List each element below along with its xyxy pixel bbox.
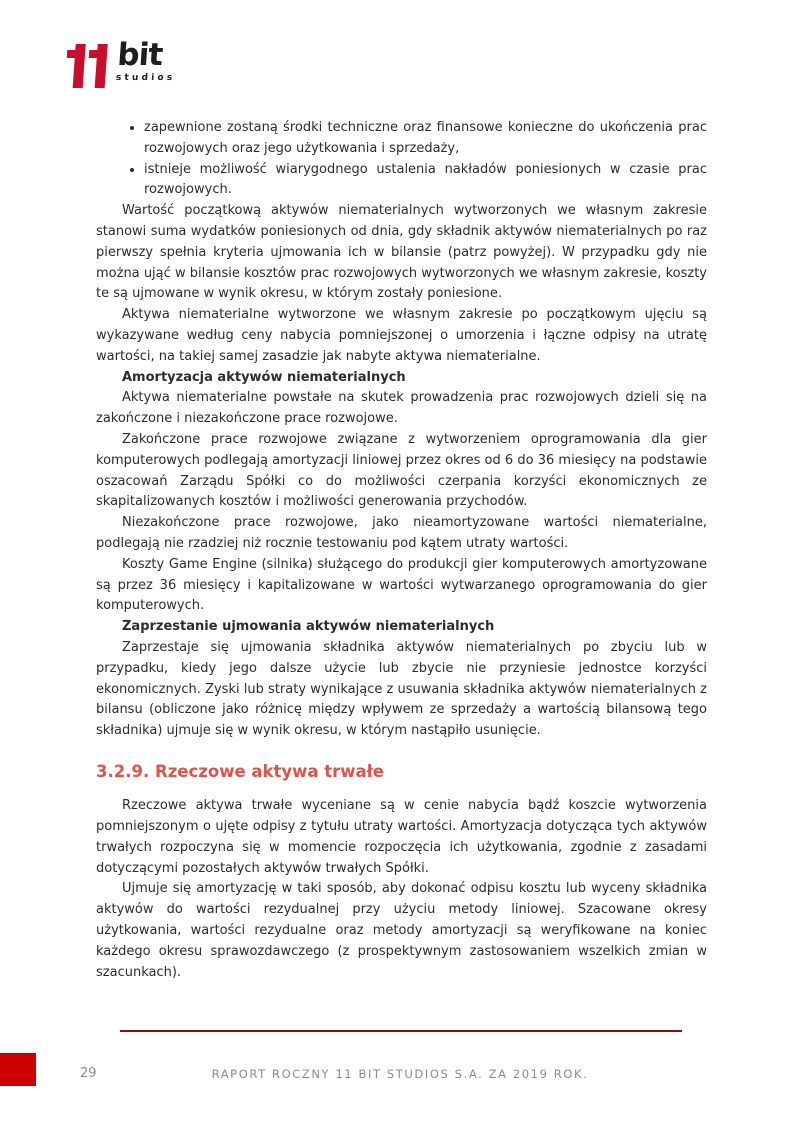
bullet-list: [96, 118, 707, 201]
subsection-heading-zaprzestanie: Zaprzestanie ujmowania aktywów niematerialnych: [122, 619, 495, 635]
footer-divider: [120, 1030, 682, 1032]
document-body: [96, 118, 707, 983]
paragraph: Niezakończone prace rozwojowe, jako nieamortyzowane wartości niematerialne, podlegają nie rzadziej niż rocznie testowaniu pod kątem utraty wartości.: [96, 515, 707, 551]
paragraph: Wartość początkową aktywów niematerialnych wytworzonych we własnym zakresie stanowi suma wydatków poniesionych od dnia, gdy składnik aktywów niematerialnych po raz pierwszy spełnia kryteria ujmowania ich w bilansie (patrz powyżej). W przypadku gdy nie można ująć w bilansie kosztów prac rozwojowych wytworzonych we własnym zakresie, koszty te są ujmowane w wynik okresu, w którym zostały poniesione.: [96, 203, 707, 302]
paragraph: Zakończone prace rozwojowe związane z wytworzeniem oprogramowania dla gier komputerowych podlegają amortyzacji liniowej przez okres od 6 do 36 miesięcy na podstawie oszacowań Zarządu Spółki co do możliwości czerpania korzyści ekonomicznych ze skapitalizowanych kosztów i możliwości generowania przychodów.: [96, 431, 707, 510]
section-heading-3-2-9: 3.2.9. Rzeczowe aktywa trwałe: [96, 761, 384, 781]
logo-wordmark: [115, 37, 178, 83]
bullet-item: • istnieje możliwość wiarygodnego ustalenia nakładów poniesionych w czasie prac rozwojowych.: [144, 160, 707, 202]
logo-studios-text: studios: [115, 73, 176, 83]
subsection-heading-amortyzacja: Amortyzacja aktywów niematerialnych: [122, 369, 406, 385]
footer-report-title: RAPORT ROCZNY 11 BIT STUDIOS S.A. ZA 2019 ROK.: [211, 1067, 589, 1081]
paragraph: Zaprzestaje się ujmowania składnika aktywów niematerialnych po zbyciu lub w przypadku, kiedy jego dalsze użycie lub zbycie nie przyniesie jednostce korzyści ekonomicznych. Zyski lub straty wynikające z usuwania składnika aktywów niematerialnych z bilansu (obliczone jako różnicę między wpływem ze sprzedaży a wartością bilansową tego składnika) ujmuje się w wynik okresu, w którym nastąpiło usunięcie.: [96, 639, 707, 739]
paragraph: Aktywa niematerialne wytworzone we własnym zakresie po początkowym ujęciu są wykazywane według ceny nabycia pomniejszonej o umorzenia i łączne odpisy na utratę wartości, na takiej samej zasadzie jak nabyte aktywa niematerialne.: [96, 307, 707, 364]
page-number: 29: [80, 1066, 97, 1081]
paragraph: Koszty Game Engine (silnika) służącego do produkcji gier komputerowych amortyzowane są przez 36 miesięcy i kapitalizowane w wartości wytwarzanego oprogramowania do gier komputerowych.: [96, 556, 707, 614]
company-logo: [62, 37, 177, 92]
paragraph: Ujmuje się amortyzację w taki sposób, aby dokonać odpisu kosztu lub wyceny składnika aktywów do wartości rezydualnej przy użyciu metody liniowej. Szacowane okresy użytkowania, wartości rezydualne oraz metody amortyzacji są weryfikowane na koniec każdego okresu sprawozdawczego (z prospektywnym zastosowaniem wszelkich zmian w szacunkach).: [96, 881, 707, 980]
logo-11-icon: [62, 40, 112, 92]
paragraph: Aktywa niematerialne powstałe na skutek prowadzenia prac rozwojowych dzieli się na zakończone i niezakończone prace rozwojowe.: [96, 390, 707, 427]
logo-bit-text: bit: [116, 37, 164, 73]
paragraph: Rzeczowe aktywa trwałe wyceniane są w cenie nabycia bądź koszcie wytworzenia pomniejszonym o ujęte odpisy z tytułu utraty wartości. Amortyzacja dotycząca tych aktywów trwałych rozpoczyna się w momencie rozpoczęcia ich użytkowania, zgodnie z zasadami dotyczącymi pozostałych aktywów trwałych Spółki.: [96, 798, 707, 876]
bullet-item: • zapewnione zostaną środki techniczne oraz finansowe konieczne do ukończenia prac rozwojowych oraz jego użytkowania i sprzedaży,: [144, 118, 707, 160]
